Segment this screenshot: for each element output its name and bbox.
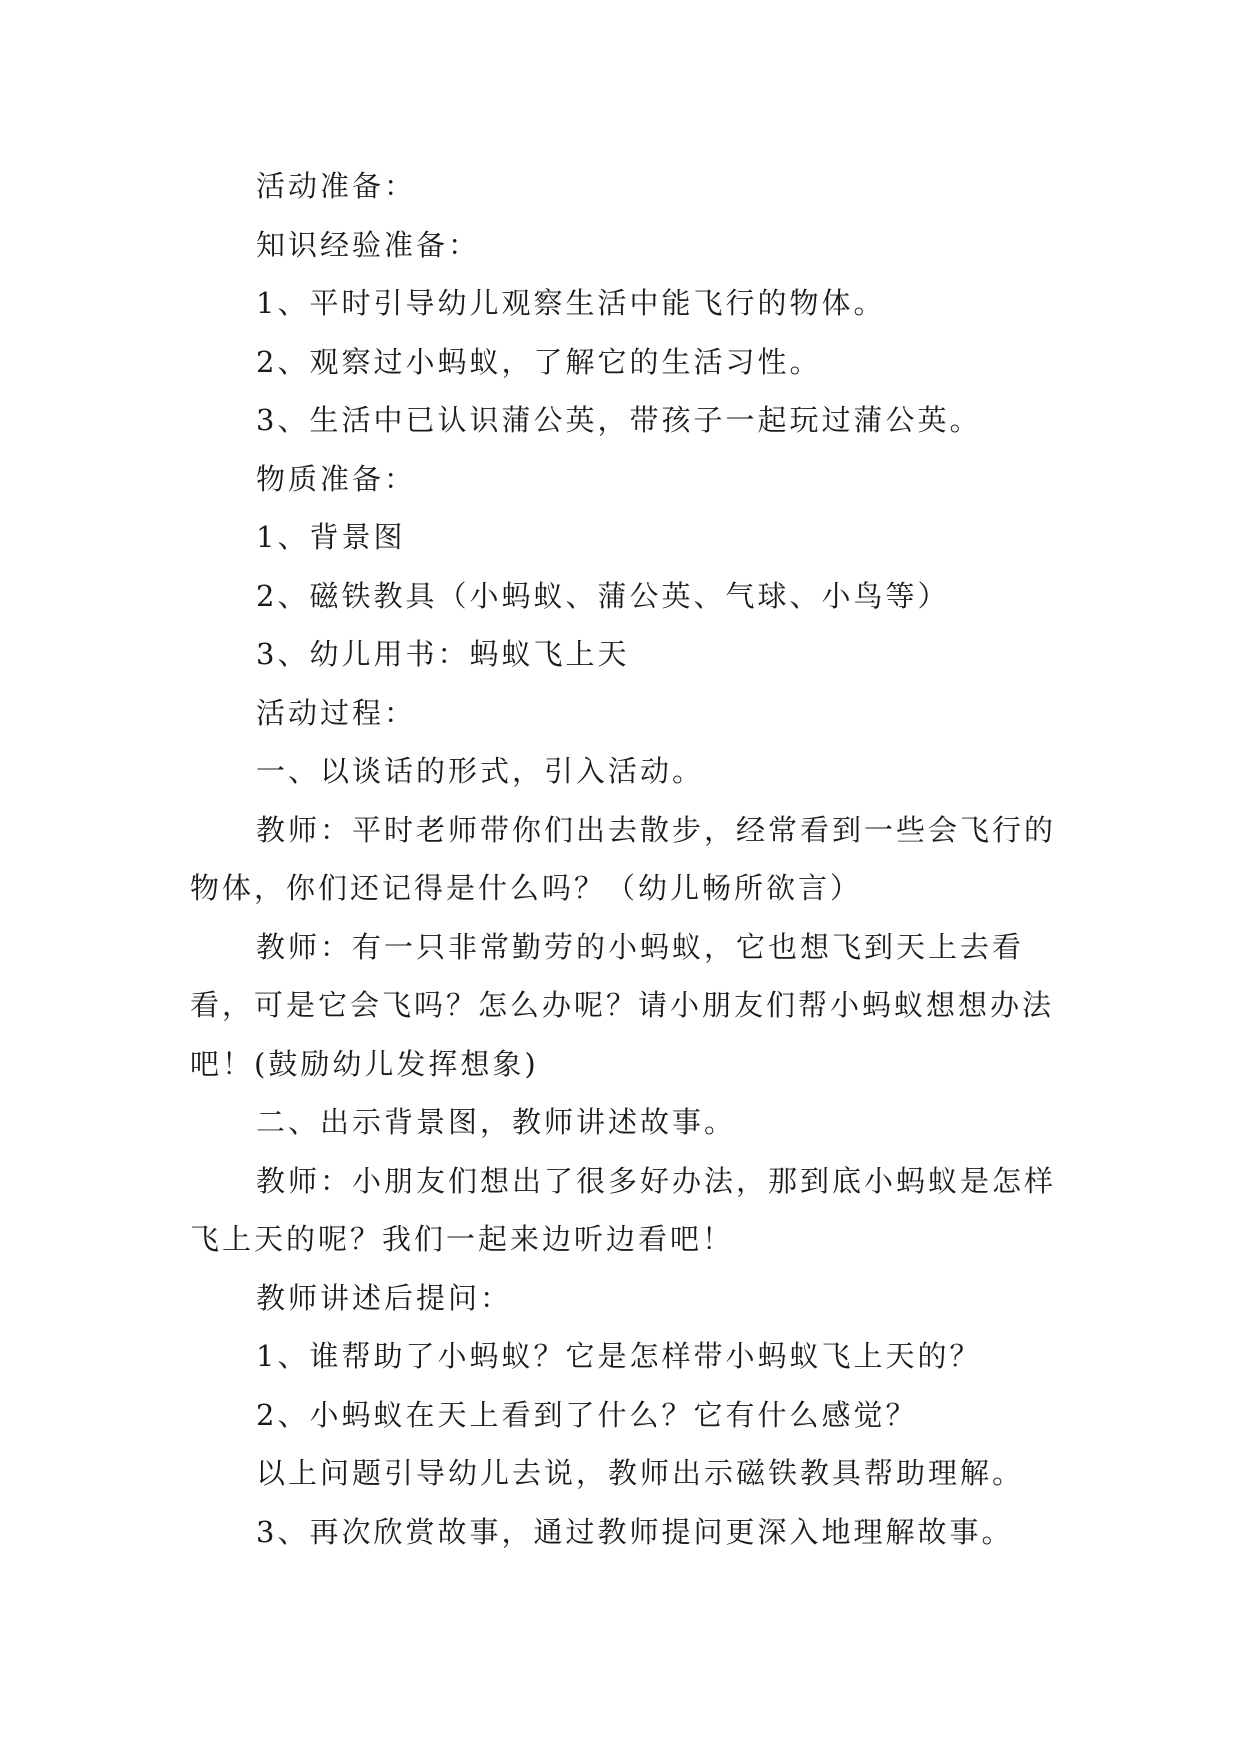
paragraph: 教师：平时老师带你们出去散步，经常看到一些会飞行的物体，你们还记得是什么吗？（幼儿畅所欲言） bbox=[190, 812, 1057, 905]
document-body bbox=[190, 157, 1070, 1561]
paragraph: 教师讲述后提问： bbox=[256, 1280, 513, 1315]
list-item: 1、背景图 bbox=[256, 520, 406, 554]
list-item: 3、生活中已认识蒲公英，带孩子一起玩过蒲公英。 bbox=[256, 403, 982, 437]
paragraph: 以上问题引导幼儿去说，教师出示磁铁教具帮助理解。 bbox=[256, 1456, 1025, 1490]
list-item: 3、幼儿用书：蚂蚁飞上天 bbox=[256, 637, 630, 671]
step-heading: 二、出示背景图，教师讲述故事。 bbox=[256, 1105, 737, 1139]
section-heading-preparation: 活动准备： bbox=[256, 169, 417, 203]
list-item: 1、谁帮助了小蚂蚁？它是怎样带小蚂蚁飞上天的？ bbox=[256, 1339, 982, 1373]
paragraph: 教师：有一只非常勤劳的小蚂蚁，它也想飞到天上去看看，可是它会飞吗？怎么办呢？请小朋友们帮小蚂蚁想想办法吧！(鼓励幼儿发挥想象) bbox=[190, 929, 1055, 1081]
list-item: 3、再次欣赏故事，通过教师提问更深入地理解故事。 bbox=[256, 1514, 1014, 1549]
paragraph: 教师：小朋友们想出了很多好办法，那到底小蚂蚁是怎样飞上天的呢？我们一起来边听边看吧！ bbox=[190, 1163, 1057, 1256]
section-heading-process: 活动过程： bbox=[256, 695, 417, 730]
subheading-knowledge-preparation: 知识经验准备： bbox=[256, 227, 481, 262]
list-item: 1、平时引导幼儿观察生活中能飞行的物体。 bbox=[256, 286, 886, 320]
list-item: 2、磁铁教具（小蚂蚁、蒲公英、气球、小鸟等） bbox=[256, 578, 950, 613]
subheading-material-preparation: 物质准备： bbox=[256, 461, 417, 496]
list-item: 2、观察过小蚂蚁，了解它的生活习性。 bbox=[256, 344, 822, 379]
step-heading: 一、以谈话的形式，引入活动。 bbox=[256, 754, 705, 788]
list-item: 2、小蚂蚁在天上看到了什么？它有什么感觉？ bbox=[256, 1397, 918, 1432]
